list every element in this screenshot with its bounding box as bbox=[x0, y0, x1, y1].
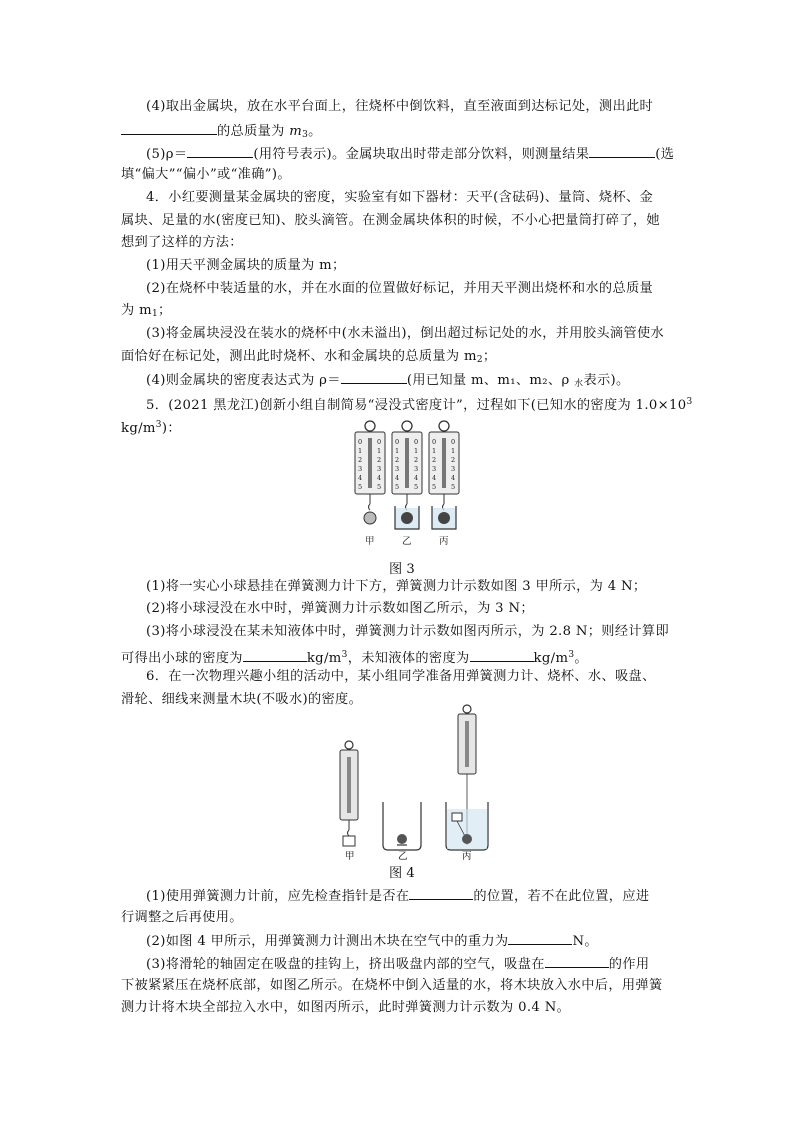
q6-step3a-end: 的作用 bbox=[608, 957, 650, 972]
scale-digit: 3 bbox=[414, 465, 419, 473]
q4-line2: 属块、足量的水(密度已知)、胶头滴管。在测金属块体积的时候，不小心把量筒打碎了，她 bbox=[121, 213, 660, 228]
scale-digit: 5 bbox=[414, 483, 419, 491]
figure-4-caption: 图 4 bbox=[389, 866, 415, 881]
scale-digit: 2 bbox=[377, 456, 382, 464]
scale-digit: 3 bbox=[358, 465, 363, 473]
scale-digit: 1 bbox=[414, 447, 419, 455]
q6-line2: 滑轮、细线来测量木块(不吸水)的密度。 bbox=[121, 692, 363, 707]
q5-line1-text: 5．(2021 黑龙江)创新小组自制简易“浸没式密度计”，过程如下(已知水的密度为 1.0×10 bbox=[146, 398, 687, 413]
q5-step3b bbox=[121, 646, 588, 668]
figure-3 bbox=[340, 418, 480, 548]
scale-digit: 2 bbox=[395, 456, 400, 464]
scale-digit: 1 bbox=[358, 447, 363, 455]
scale-digit: 4 bbox=[432, 474, 437, 482]
scale-digit: 4 bbox=[358, 474, 363, 482]
q3-part4-text: 的总质量为 bbox=[217, 124, 290, 139]
scale-digit: 0 bbox=[451, 438, 456, 446]
scale-digit: 5 bbox=[358, 483, 363, 491]
scale-digit: 0 bbox=[432, 438, 437, 446]
q6-step3a bbox=[146, 954, 649, 974]
unit: kg/m bbox=[533, 651, 569, 666]
scale-digit: 2 bbox=[432, 456, 437, 464]
q6-step3c: 测力计将木块全部拉入水中，如图丙所示，此时弹簧测力计示数为 0.4 N。 bbox=[121, 1000, 571, 1015]
subscript: 2 bbox=[476, 355, 483, 365]
q5-step1: (1)将一实心小球悬挂在弹簧测力计下方，弹簧测力计示数如图 3 甲所示，为 4 N； bbox=[146, 579, 647, 594]
spring-scale-jia bbox=[340, 741, 358, 846]
fig4-label-bing: 丙 bbox=[462, 851, 472, 862]
scale-digit: 2 bbox=[358, 456, 363, 464]
q3-part5-pre: (5)ρ＝ bbox=[146, 147, 188, 162]
q4-line1: 4．小红要测量某金属块的密度，实验室有如下器材：天平(含砝码)、量筒、烧杯、金 bbox=[146, 190, 654, 205]
q6-step3a-pre: (3)将滑轮的轴固定在吸盘的挂钩上，挤出吸盘内部的空气，吸盘在 bbox=[146, 957, 545, 972]
answer-blank[interactable] bbox=[341, 370, 407, 384]
scale-digit: 0 bbox=[395, 438, 400, 446]
scale-digit: 4 bbox=[377, 474, 382, 482]
figure-4 bbox=[320, 705, 500, 860]
q4-step1: (1)用天平测金属块的质量为 m； bbox=[146, 258, 346, 273]
scale-digit: 5 bbox=[432, 483, 437, 491]
scale-digit: 4 bbox=[414, 474, 419, 482]
scale-digit: 0 bbox=[358, 438, 363, 446]
setup-bing bbox=[446, 705, 488, 850]
q4-step3b-end: ； bbox=[482, 349, 497, 364]
scale-digit: 4 bbox=[395, 474, 400, 482]
var-m: m bbox=[289, 124, 303, 139]
q5-line2 bbox=[121, 416, 181, 438]
superscript: 3 bbox=[341, 650, 348, 660]
scale-digit: 0 bbox=[377, 438, 382, 446]
scale-digit: 3 bbox=[377, 465, 382, 473]
q3-part4-line1: (4)取出金属块，放在水平台面上，往烧杯中倒饮料，直至液面到达标记处，测出此时 bbox=[146, 99, 654, 114]
scale-digit: 0 bbox=[414, 438, 419, 446]
scale-digit: 3 bbox=[451, 465, 456, 473]
q4-step2b-text: 为 m bbox=[121, 303, 152, 318]
spring-scale-0 bbox=[355, 421, 385, 547]
scale-digit: 5 bbox=[377, 483, 382, 491]
q5-step3a: (3)将小球浸没在某未知液体中时，弹簧测力计示数如图丙所示，为 2.8 N；则经计算即 bbox=[146, 624, 669, 639]
q3-part4-end: 。 bbox=[308, 124, 322, 139]
answer-blank[interactable] bbox=[545, 954, 609, 968]
unit: kg/m bbox=[306, 651, 342, 666]
subscript: 1 bbox=[151, 309, 159, 319]
scale-digit: 1 bbox=[377, 447, 382, 455]
spring-scale-2 bbox=[429, 421, 459, 547]
q5-step3b-mid: ，未知液体的密度为 bbox=[347, 651, 470, 666]
superscript: 3 bbox=[155, 420, 162, 430]
scale-digit: 3 bbox=[432, 465, 437, 473]
q4-step4-post: (用已知量 m、m₁、m₂、ρ bbox=[406, 373, 575, 388]
scale-digit: 1 bbox=[395, 447, 400, 455]
subscript: 3 bbox=[302, 130, 309, 140]
q6-step2-pre: (2)如图 4 甲所示，用弹簧测力计测出木块在空气中的重力为 bbox=[146, 934, 509, 949]
superscript: 3 bbox=[686, 397, 693, 407]
q4-line3: 想到了这样的方法： bbox=[121, 235, 243, 250]
answer-blank[interactable] bbox=[470, 648, 534, 662]
q6-step2-end: N。 bbox=[572, 934, 598, 949]
q6-step1b: 行调整之后再使用。 bbox=[121, 910, 243, 925]
q5-line2-end: )： bbox=[161, 421, 181, 436]
q3-part5-line2: 填“偏大”“偏小”或“准确”)。 bbox=[121, 167, 291, 182]
q6-step2 bbox=[146, 931, 598, 951]
q3-part5-mid: (用符号表示)。金属块取出时带走部分饮料，则测量结果 bbox=[253, 147, 590, 162]
fig3-label: 乙 bbox=[402, 536, 412, 547]
answer-blank[interactable] bbox=[409, 886, 473, 900]
answer-blank[interactable] bbox=[187, 144, 253, 158]
fig4-label-yi: 乙 bbox=[398, 851, 408, 862]
figure-3-caption: 图 3 bbox=[389, 562, 415, 577]
q6-step1a bbox=[146, 886, 649, 906]
scale-digit: 5 bbox=[395, 483, 400, 491]
q4-step2b bbox=[121, 302, 172, 323]
scale-digit: 5 bbox=[451, 483, 456, 491]
scale-digit: 4 bbox=[451, 474, 456, 482]
superscript: 3 bbox=[568, 650, 575, 660]
q4-step3b bbox=[121, 348, 496, 369]
scale-digit: 3 bbox=[395, 465, 400, 473]
scale-digit: 1 bbox=[432, 447, 437, 455]
q4-step4-pre: (4)则金属块的密度表达式为 ρ＝ bbox=[146, 373, 341, 388]
scale-digit: 2 bbox=[414, 456, 419, 464]
q3-part5-line1 bbox=[146, 144, 674, 164]
q3-part5-end: (选 bbox=[655, 147, 675, 162]
answer-blank[interactable] bbox=[243, 648, 307, 662]
q6-step1a-pre: (1)使用弹簧测力计前，应先检查指针是否在 bbox=[146, 889, 410, 904]
fig4-label-jia: 甲 bbox=[345, 851, 355, 862]
q3-part4-line2 bbox=[121, 121, 322, 144]
q5-line1 bbox=[146, 393, 693, 415]
q4-step4 bbox=[146, 370, 630, 393]
q6-line1: 6．在一次物理兴趣小组的活动中，某小组同学准备用弹簧测力计、烧杯、水、吸盘、 bbox=[146, 669, 656, 684]
spring-scale-1 bbox=[392, 421, 422, 547]
q5-step2: (2)将小球浸没在水中时，弹簧测力计示数如图乙所示，为 3 N； bbox=[146, 601, 534, 616]
q6-step3b: 下被紧紧压在烧杯底部，如图乙所示。在烧杯中倒入适量的水，将木块放入水中后，用弹簧 bbox=[121, 978, 663, 993]
q4-step2b-end: ； bbox=[158, 303, 172, 318]
beaker-yi bbox=[383, 802, 421, 850]
q5-line2-text: kg/m bbox=[121, 421, 156, 436]
q4-step3b-text: 面恰好在标记处，测出此时烧杯、水和金属块的总质量为 m bbox=[121, 349, 477, 364]
q4-step3a: (3)将金属块浸没在装水的烧杯中(水未溢出)，倒出超过标记处的水，并用胶头滴管使水 bbox=[146, 326, 665, 341]
fig3-label: 丙 bbox=[439, 536, 449, 547]
scale-digit: 2 bbox=[451, 456, 456, 464]
subscript: 水 bbox=[574, 379, 584, 389]
scale-digit: 1 bbox=[451, 447, 456, 455]
answer-blank[interactable] bbox=[508, 931, 572, 945]
answer-blank[interactable] bbox=[589, 144, 655, 158]
answer-blank[interactable] bbox=[121, 121, 217, 135]
q4-step2a: (2)在烧杯中装适量的水，并在水面的位置做好标记，并用天平测出烧杯和水的总质量 bbox=[146, 281, 654, 296]
q4-step4-end: 表示)。 bbox=[583, 373, 630, 388]
q6-step1a-end: 的位置，若不在此位置，应进 bbox=[473, 889, 650, 904]
fig3-label: 甲 bbox=[365, 536, 375, 547]
q5-step3b-pre: 可得出小球的密度为 bbox=[121, 651, 243, 666]
q5-step3b-end: 。 bbox=[574, 651, 588, 666]
